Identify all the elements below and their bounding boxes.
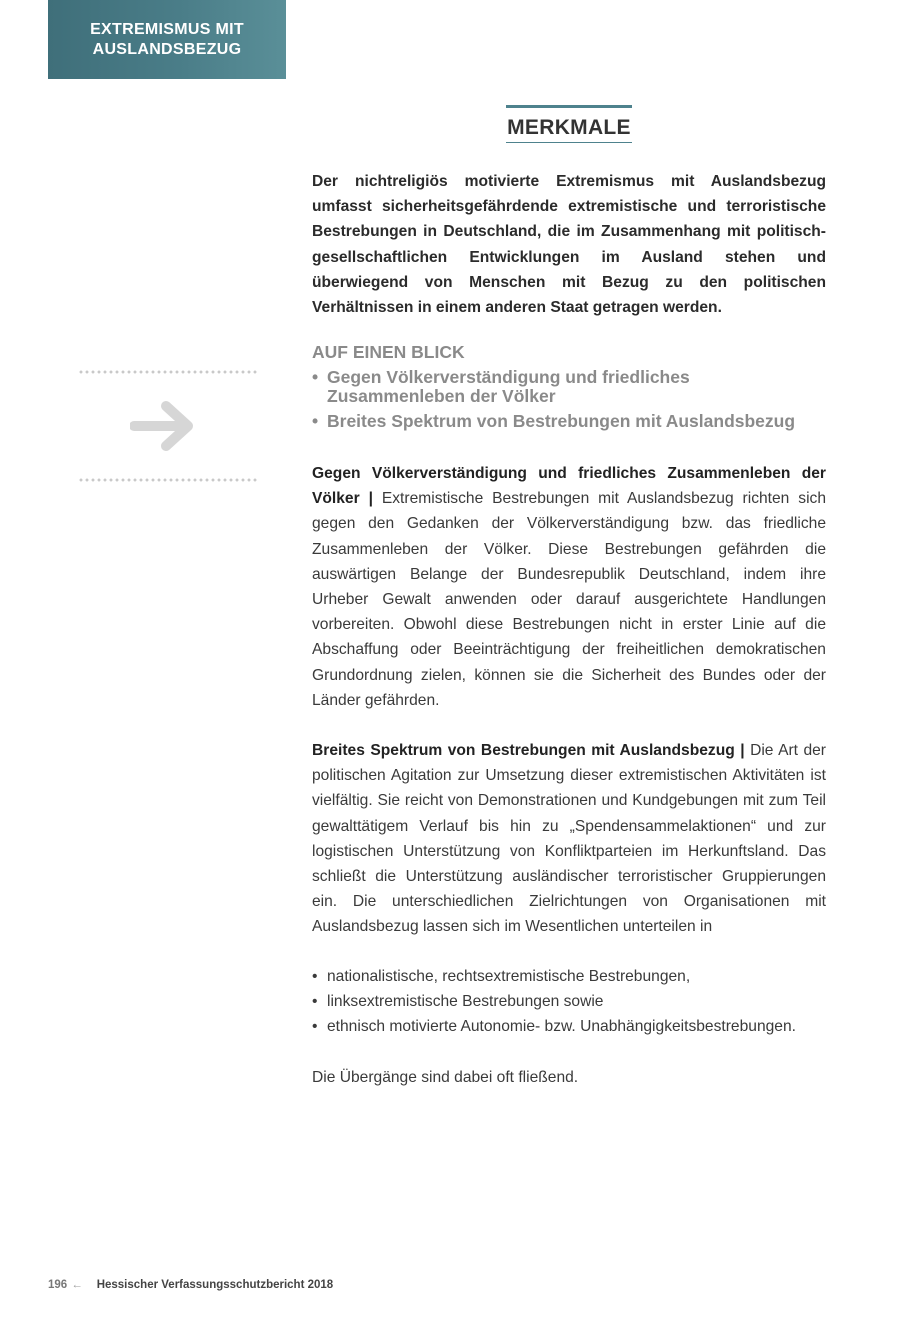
- paragraph2-lead: Breites Spektrum von Bestrebungen mit Auslandsbezug |: [312, 742, 745, 759]
- section-title: MERKMALE: [506, 105, 632, 143]
- publication-title: Hessischer Verfassungsschutzbericht 2018: [96, 1279, 334, 1291]
- list-item: • nationalistische, rechtsextremistische Bestrebungen,: [312, 964, 826, 989]
- at-a-glance-item: • Gegen Völkerverständigung und friedliches Zusammenleben der Völker: [312, 368, 832, 406]
- back-arrow-icon[interactable]: ←: [71, 1279, 83, 1291]
- paragraph1-lead: Gegen Völkerverständigung und friedliches Zusammenleben der Völker |: [312, 465, 826, 508]
- page-number: 196: [48, 1279, 68, 1291]
- divider-dots-bottom: [78, 478, 258, 482]
- at-a-glance-item: • Breites Spektrum von Bestrebungen mit Auslandsbezug: [312, 412, 832, 431]
- at-a-glance-heading: AUF EINEN BLICK: [312, 342, 465, 362]
- paragraph-voelkerverstaendigung: [312, 461, 826, 713]
- chapter-tab-line2: AUSLANDSBEZUG: [92, 40, 242, 58]
- arrow-right-icon: [130, 400, 196, 452]
- chapter-tab-line1: EXTREMISMUS MIT: [90, 20, 244, 38]
- list-item: • ethnisch motivierte Autonomie- bzw. Unabhängigkeitsbestrebungen.: [312, 1014, 826, 1039]
- at-a-glance-list: [312, 368, 832, 437]
- list-item: • linksextremistische Bestrebungen sowie: [312, 989, 826, 1014]
- divider-dots-top: [78, 370, 258, 374]
- chapter-tab: [48, 0, 286, 79]
- paragraph2-text: Die Art der politischen Agitation zur Umsetzung dieser extremistischen Aktivitäten ist vielfältig. Sie reicht von Demonstrationen und Kundgebungen mit zum Teil gewalttätigem Verlauf bis hin zu „Spendensammelaktionen“ und zur logistischen Unterstützung von Konfliktparteien im Herkunftsland. Das schließt die Unterstützung ausländischer terroristischer Gruppierungen ein. Die unterschiedlichen Zielrichtungen von Organisationen mit Auslandsbezug lassen sich im Wesentlichen unterteilen in: [312, 742, 827, 936]
- page-footer: [48, 1279, 333, 1291]
- organisation-types-list: [312, 964, 826, 1040]
- intro-paragraph: Der nichtreligiös motivierte Extremismus mit Auslandsbezug umfasst sicherheitsgefährdende extremistische und terroristische Bestrebungen in Deutschland, die im Zusammenhang mit politisch-gesellschaftlichen Entwicklungen im Ausland stehen und überwiegend von Menschen mit Bezug zu den politischen Verhältnissen in einem anderen Staat getragen werden.: [312, 173, 826, 317]
- closing-sentence: Die Übergänge sind dabei oft fließend.: [312, 1069, 579, 1086]
- paragraph1-text: Extremistische Bestrebungen mit Auslandsbezug richten sich gegen den Gedanken der Völkerverständigung bzw. das friedliche Zusammenleben der Völker. Diese Bestrebungen gefährden die auswärtigen Belange der Bundesrepublik Deutschland, indem ihre Urheber Gewalt anwenden oder darauf ausgerichtete Handlungen vorbereiten. Obwohl diese Bestrebungen nicht in erster Linie auf die Abschaffung oder Beeinträchtigung der freiheitlichen demokratischen Grundordnung zielen, können sie die Sicherheit des Bundes oder der Länder gefährden.: [312, 490, 826, 709]
- paragraph-spektrum: [312, 738, 826, 940]
